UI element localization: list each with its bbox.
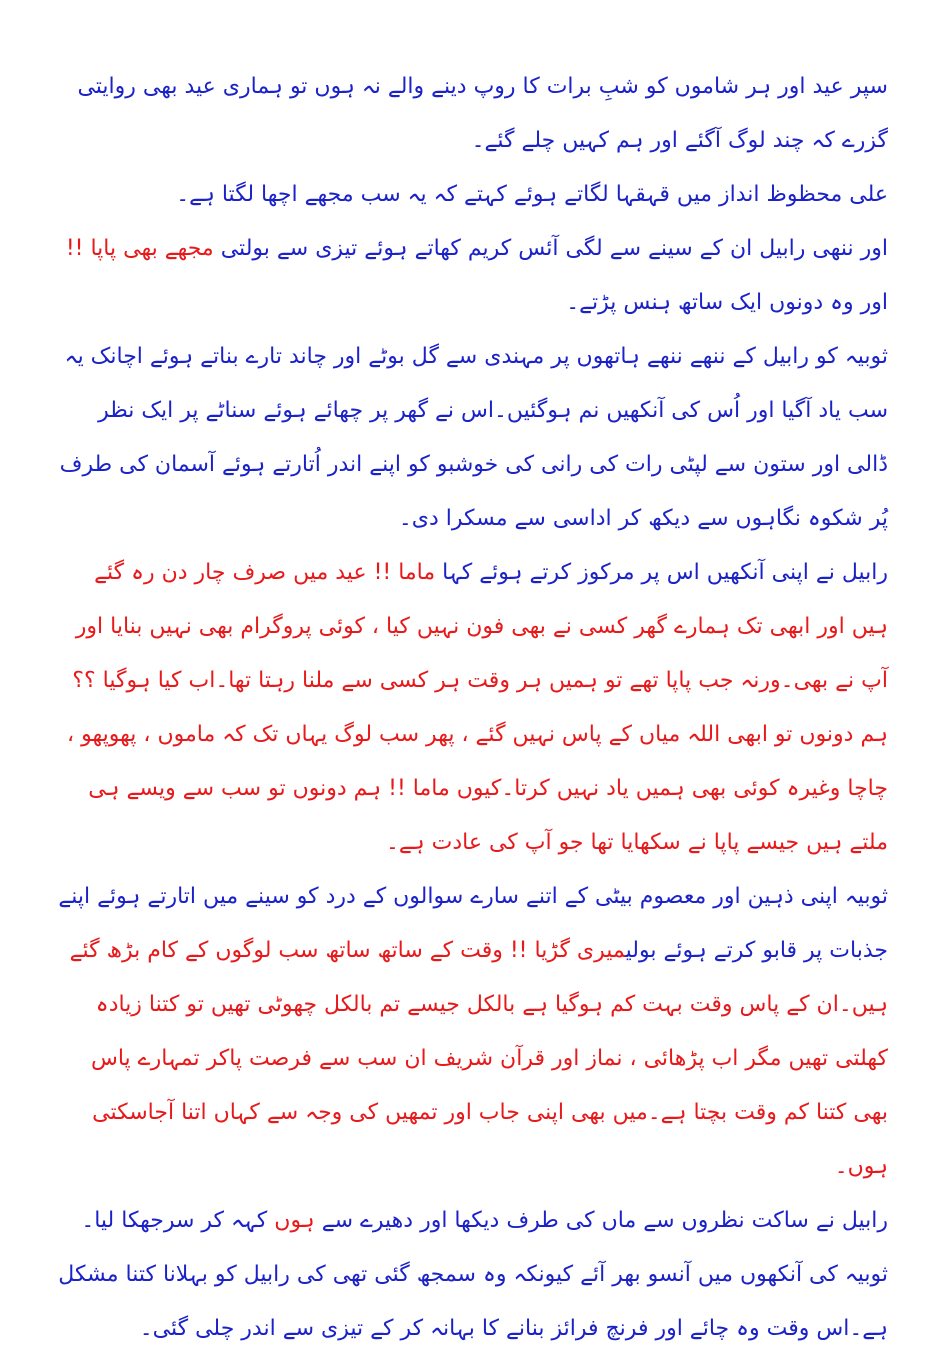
paragraph-3 bbox=[58, 222, 888, 330]
paragraph-2 bbox=[58, 168, 888, 222]
paragraph-4 bbox=[52, 330, 888, 546]
text-segment: رابیل نے اپنی آنکھیں اس پر مرکوز کرتے ہوئے کہا bbox=[435, 560, 888, 585]
paragraph-7 bbox=[51, 1194, 888, 1356]
paragraph-5 bbox=[58, 546, 888, 870]
text-segment: رابیل نے ساکت نظروں سے ماں کی طرف دیکھا اور دھیرے سے bbox=[314, 1208, 888, 1233]
text-segment: ثوبیہ اپنی ذہین اور معصوم بیٹی کے اتنے سارے سوالوں کے درد کو سینے میں اتارتے ہوئے اپنے جذبات پر قابو کرتے ہوئے بولی bbox=[51, 884, 888, 963]
text-segment: اور وہ دونوں ایک ساتھ ہنس پڑتے۔ bbox=[58, 236, 888, 315]
text-segment: ثوبیہ کو رابیل کے ننھے ننھے ہاتھوں پر مہندی سے گل بوٹے اور چاند تارے بناتے ہوئے اچانک یہ سب یاد آگیا اور اُس کی آنکھیں نم ہوگئیں۔اس نے گھر پر چھائے ہوئے سناٹے پر ایک نظر ڈالی اور ستون سے لپٹی رات کی رانی کی خوشبو کو اپنے اندر اُتارتے ہوئے آسمان کی طرف پُر شکوہ نگاہوں سے دیکھ کر اداسی سے مسکرا دی۔ bbox=[52, 344, 888, 531]
text-segment: مجھے بھی پاپا !! bbox=[65, 236, 214, 261]
document-page bbox=[51, 60, 888, 1341]
text-segment: میری گڑیا !! وقت کے ساتھ ساتھ سب لوگوں کے کام بڑھ گئے ہیں۔ان کے پاس وقت بہت کم ہوگیا ہے بالکل جیسے تم بالکل چھوٹی تھیں تو کتنا زیادہ کھلتی تھیں مگر اب پڑھائی ، نماز اور قرآن شریف ان سب سے فرصت پاکر تمہارے پاس بھی کتنا کم وقت بچتا ہے۔میں بھی اپنی جاب اور تمھیں کی وجہ سے کہاں اتنا آجاسکتی ہوں۔ bbox=[62, 938, 888, 1179]
text-segment: اور ننھی رابیل ان کے سینے سے لگی آئس کریم کھاتے ہوئے تیزی سے بولتی bbox=[213, 236, 888, 261]
text-segment: سپر عید اور ہر شاموں کو شبِ برات کا روپ دینے والے نہ ہوں تو ہماری عید بھی روایتی گزرے کہ چند لوگ آگئے اور ہم کہیں چلے گئے۔ bbox=[70, 74, 888, 153]
paragraph-6 bbox=[51, 870, 888, 1194]
text-segment: ہوں bbox=[274, 1208, 315, 1233]
paragraph-1 bbox=[58, 60, 888, 168]
text-segment: علی محظوظ انداز میں قہقہا لگاتے ہوئے کہتے کہ یہ سب مجھے اچھا لگتا ہے۔ bbox=[176, 182, 888, 207]
text-segment: کہہ کر سرجھکا لیا۔ثوبیہ کی آنکھوں میں آنسو بھر آئے کیونکہ وہ سمجھ گئی تھی کی رابیل کو بہلانا کتنا مشکل ہے۔اس وقت وہ چائے اور فرنچ فرائز بنانے کا بہانہ کر کے تیزی سے اندر چلی گئی۔ bbox=[51, 1208, 888, 1341]
text-segment: ماما !! عید میں صرف چار دن رہ گئے ہیں اور ابھی تک ہمارے گھر کسی نے بھی فون نہیں کیا ، کوئی پروگرام بھی نہیں بنایا اور آپ نے بھی۔ورنہ جب پاپا تھے تو ہمیں ہر وقت ہر کسی سے ملنا رہتا تھا۔اب کیا ہوگیا ؟؟ ہم دونوں تو ابھی اللہ میاں کے پاس نہیں گئے ، پھر سب لوگ یہاں تک کہ ماموں ، پھوپھو ، چاچا وغیرہ کوئی بھی ہمیں یاد نہیں کرتا۔کیوں ماما !! ہم دونوں تو سب سے ویسے ہی ملتے ہیں جیسے پاپا نے سکھایا تھا جو آپ کی عادت ہے۔ bbox=[60, 560, 888, 855]
